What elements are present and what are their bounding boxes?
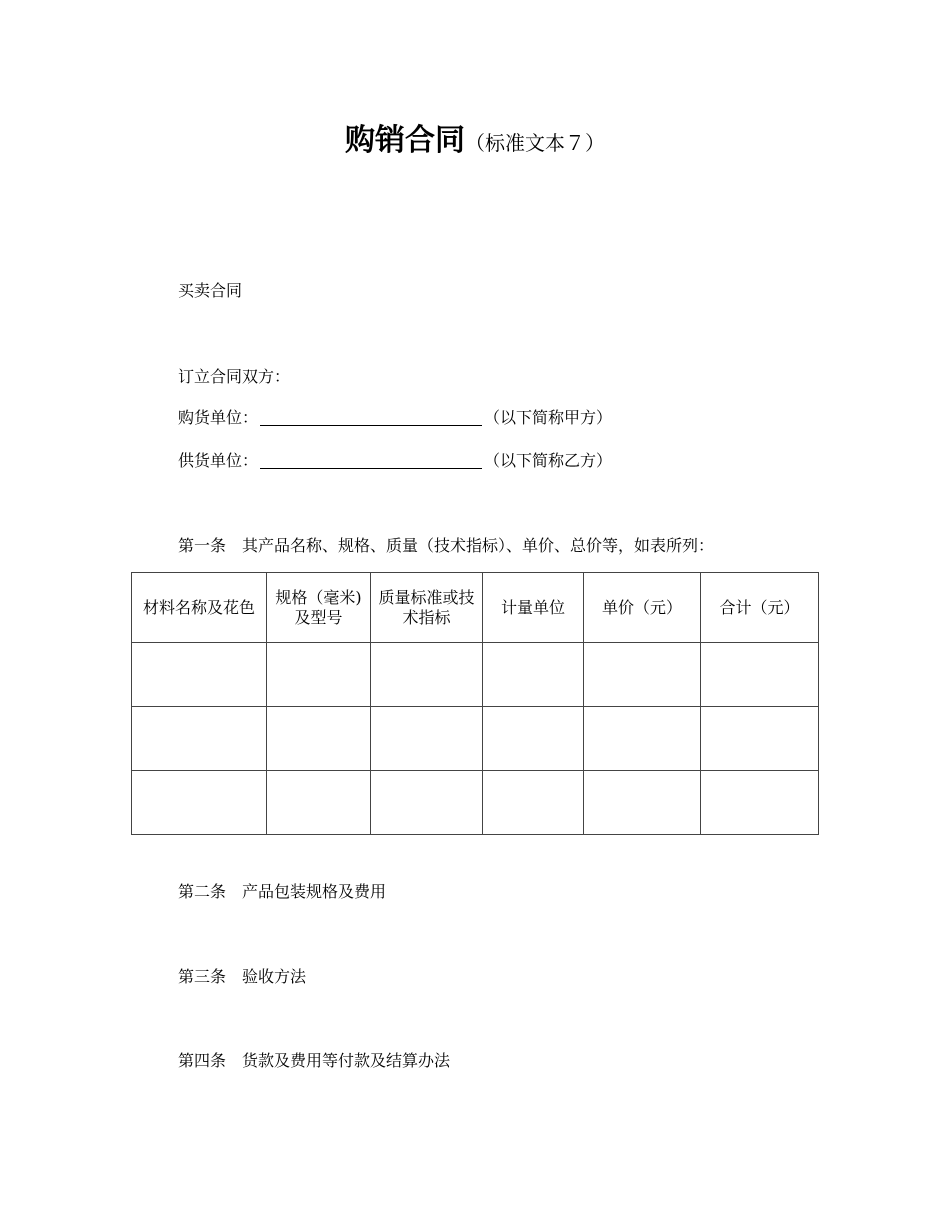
table-cell[interactable] [132,771,267,835]
header-cell: 合计（元） [701,573,819,643]
title-sub: （标准文本７） [465,131,605,155]
table-cell[interactable] [267,643,371,707]
header-cell: 单价（元） [584,573,701,643]
seller-blank[interactable] [260,452,482,469]
table-row [132,707,819,771]
table-cell[interactable] [267,771,371,835]
table-cell[interactable] [371,771,483,835]
article-1: 第一条 其产品名称、规格、质量（技术指标）、单价、总价等，如表所列： [178,536,715,555]
table-cell[interactable] [701,643,819,707]
header-cell: 材料名称及花色 [132,573,267,643]
seller-suffix: （以下简称乙方） [484,451,613,470]
table-cell[interactable] [701,771,819,835]
table-row [132,643,819,707]
product-table [131,572,819,835]
table-cell[interactable] [371,643,483,707]
table-cell[interactable] [371,707,483,771]
document-title [0,115,950,159]
table-cell[interactable] [483,643,584,707]
table-cell[interactable] [584,643,701,707]
heading: 买卖合同 [178,281,243,300]
article-4: 第四条 货款及费用等付款及结算办法 [178,1051,451,1070]
table-cell[interactable] [483,707,584,771]
header-cell: 规格（毫米)及型号 [267,573,371,643]
title-main: 购销合同 [345,123,465,158]
table-cell[interactable] [584,707,701,771]
table-cell[interactable] [701,707,819,771]
table-cell[interactable] [132,643,267,707]
seller-line [178,448,612,471]
table-cell[interactable] [584,771,701,835]
buyer-line [178,405,612,428]
buyer-label: 购货单位： [178,408,259,427]
table-row [132,771,819,835]
seller-label: 供货单位： [178,451,259,470]
article-3: 第三条 验收方法 [178,967,307,986]
buyer-blank[interactable] [260,409,482,426]
table-header-row [132,573,819,643]
table-cell[interactable] [132,707,267,771]
table-cell[interactable] [267,707,371,771]
article-2: 第二条 产品包装规格及费用 [178,882,387,901]
table-cell[interactable] [483,771,584,835]
buyer-suffix: （以下简称甲方） [484,408,613,427]
header-cell: 计量单位 [483,573,584,643]
parties-label: 订立合同双方： [178,367,291,386]
header-cell: 质量标准或技术指标 [371,573,483,643]
